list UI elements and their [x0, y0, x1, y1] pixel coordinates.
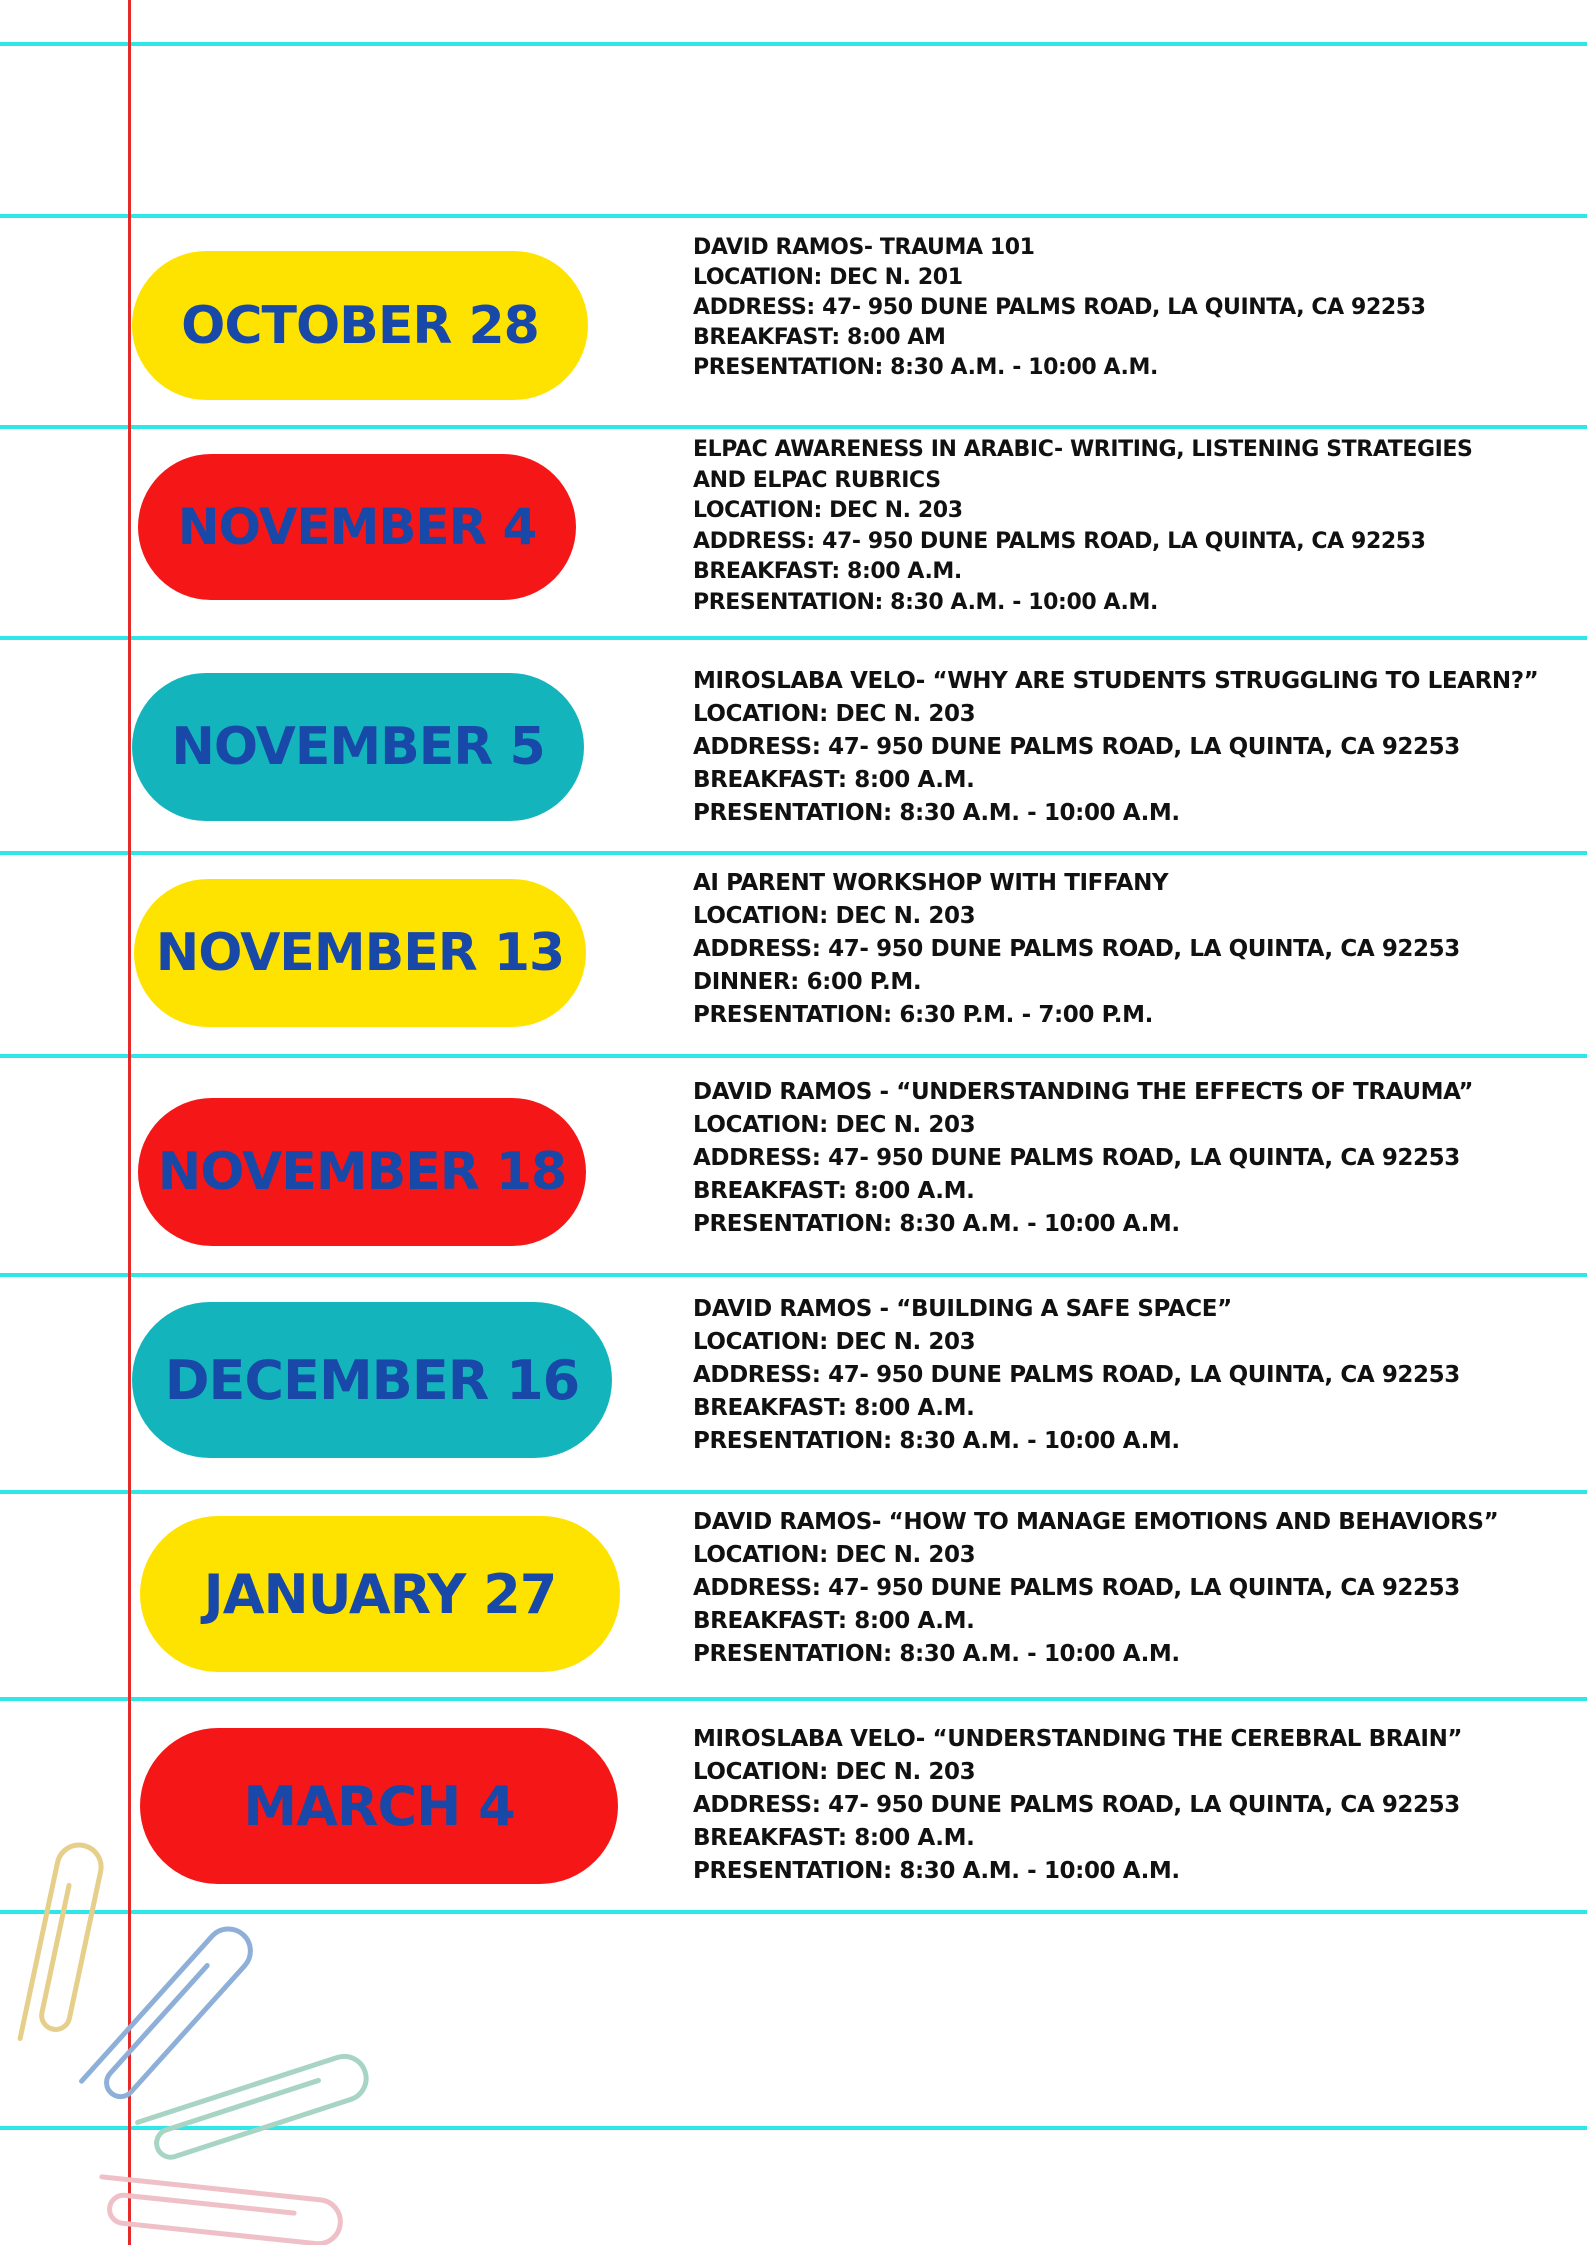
rule-line — [0, 851, 1587, 855]
paperclip-yellow-icon — [20, 1841, 105, 2048]
event-meal: DINNER: 6:00 P.M. — [693, 969, 922, 995]
event-details — [693, 233, 1573, 383]
event-meal: BREAKFAST: 8:00 A.M. — [693, 1395, 975, 1421]
event-location: LOCATION: DEC N. 203 — [693, 498, 963, 523]
event-title: ELPAC AWARENESS IN ARABIC- WRITING, LISTENING STRATEGIES AND ELPAC RUBRICS — [693, 437, 1473, 493]
event-presentation: PRESENTATION: 8:30 A.M. - 10:00 A.M. — [693, 800, 1180, 826]
rule-line — [0, 1490, 1587, 1494]
event-presentation: PRESENTATION: 8:30 A.M. - 10:00 A.M. — [693, 1211, 1180, 1237]
date-label: DECEMBER 16 — [164, 1348, 580, 1412]
event-address: ADDRESS: 47- 950 DUNE PALMS ROAD, LA QUINTA, CA 92253 — [693, 1575, 1460, 1601]
event-presentation: PRESENTATION: 8:30 A.M. - 10:00 A.M. — [693, 589, 1158, 615]
rule-line — [0, 425, 1587, 429]
event-location: LOCATION: DEC N. 203 — [693, 903, 976, 929]
date-pill — [134, 879, 586, 1027]
event-details — [693, 867, 1573, 1032]
paperclip-pink-icon — [97, 2177, 342, 2245]
event-address: ADDRESS: 47- 950 DUNE PALMS ROAD, LA QUINTA, CA 92253 — [693, 936, 1460, 962]
event-title: DAVID RAMOS- “HOW TO MANAGE EMOTIONS AND BEHAVIORS” — [693, 1509, 1499, 1535]
date-label: MARCH 4 — [243, 1774, 515, 1838]
date-label: JANUARY 27 — [203, 1562, 557, 1626]
date-label: NOVEMBER 13 — [155, 923, 565, 983]
event-presentation: PRESENTATION: 8:30 A.M. - 10:00 A.M. — [693, 1858, 1180, 1884]
event-address: ADDRESS: 47- 950 DUNE PALMS ROAD, LA QUINTA, CA 92253 — [693, 1792, 1460, 1818]
date-pill — [138, 454, 576, 600]
paperclip-green-icon — [138, 2051, 372, 2165]
event-meal: BREAKFAST: 8:00 A.M. — [693, 1178, 975, 1204]
rule-line — [0, 636, 1587, 640]
event-presentation: PRESENTATION: 6:30 P.M. - 7:00 P.M. — [693, 1002, 1153, 1028]
event-meal: BREAKFAST: 8:00 A.M. — [693, 559, 962, 584]
event-location: LOCATION: DEC N. 203 — [693, 701, 976, 727]
event-address: ADDRESS: 47- 950 DUNE PALMS ROAD, LA QUINTA, CA 92253 — [693, 295, 1426, 320]
event-presentation: PRESENTATION: 8:30 A.M. - 10:00 A.M. — [693, 1641, 1180, 1667]
event-meal: BREAKFAST: 8:00 A.M. — [693, 1608, 975, 1634]
event-title: DAVID RAMOS - “UNDERSTANDING THE EFFECTS OF TRAUMA” — [693, 1079, 1474, 1105]
event-presentation: PRESENTATION: 8:30 A.M. - 10:00 A.M. — [693, 355, 1158, 380]
event-location: LOCATION: DEC N. 203 — [693, 1112, 976, 1138]
event-title: DAVID RAMOS- TRAUMA 101 — [693, 235, 1035, 260]
event-meal: BREAKFAST: 8:00 A.M. — [693, 1825, 975, 1851]
date-label: NOVEMBER 18 — [157, 1142, 567, 1202]
event-details — [693, 1506, 1573, 1671]
event-title: DAVID RAMOS - “BUILDING A SAFE SPACE” — [693, 1296, 1232, 1322]
paper-clips-decoration — [0, 1820, 380, 2245]
event-address: ADDRESS: 47- 950 DUNE PALMS ROAD, LA QUINTA, CA 92253 — [693, 1362, 1460, 1388]
date-label: NOVEMBER 4 — [177, 498, 537, 556]
event-details — [693, 665, 1573, 830]
event-location: LOCATION: DEC N. 203 — [693, 1329, 976, 1355]
event-details — [693, 435, 1573, 618]
event-meal: BREAKFAST: 8:00 AM — [693, 325, 946, 350]
date-label: OCTOBER 28 — [181, 295, 539, 356]
event-title: AI PARENT WORKSHOP WITH TIFFANY — [693, 870, 1169, 896]
event-presentation: PRESENTATION: 8:30 A.M. - 10:00 A.M. — [693, 1428, 1180, 1454]
date-pill — [132, 673, 584, 821]
event-details — [693, 1723, 1573, 1888]
rule-line — [0, 1054, 1587, 1058]
event-location: LOCATION: DEC N. 201 — [693, 265, 963, 290]
date-pill — [140, 1516, 620, 1672]
date-pill — [138, 1098, 586, 1246]
event-title: MIROSLABA VELO- “WHY ARE STUDENTS STRUGGLING TO LEARN?” — [693, 668, 1539, 694]
event-address: ADDRESS: 47- 950 DUNE PALMS ROAD, LA QUINTA, CA 92253 — [693, 1145, 1460, 1171]
date-pill — [132, 1302, 612, 1458]
event-details — [693, 1293, 1573, 1458]
rule-line — [0, 42, 1587, 46]
event-title: MIROSLABA VELO- “UNDERSTANDING THE CEREBRAL BRAIN” — [693, 1726, 1463, 1752]
date-label: NOVEMBER 5 — [171, 717, 545, 777]
event-address: ADDRESS: 47- 950 DUNE PALMS ROAD, LA QUINTA, CA 92253 — [693, 734, 1460, 760]
event-meal: BREAKFAST: 8:00 A.M. — [693, 767, 975, 793]
paperclip-blue-icon — [82, 1920, 260, 2111]
event-details — [693, 1076, 1573, 1241]
date-pill — [132, 251, 588, 400]
event-location: LOCATION: DEC N. 203 — [693, 1542, 976, 1568]
event-address: ADDRESS: 47- 950 DUNE PALMS ROAD, LA QUINTA, CA 92253 — [693, 528, 1426, 554]
rule-line — [0, 1273, 1587, 1277]
event-location: LOCATION: DEC N. 203 — [693, 1759, 976, 1785]
rule-line — [0, 214, 1587, 218]
rule-line — [0, 1697, 1587, 1701]
